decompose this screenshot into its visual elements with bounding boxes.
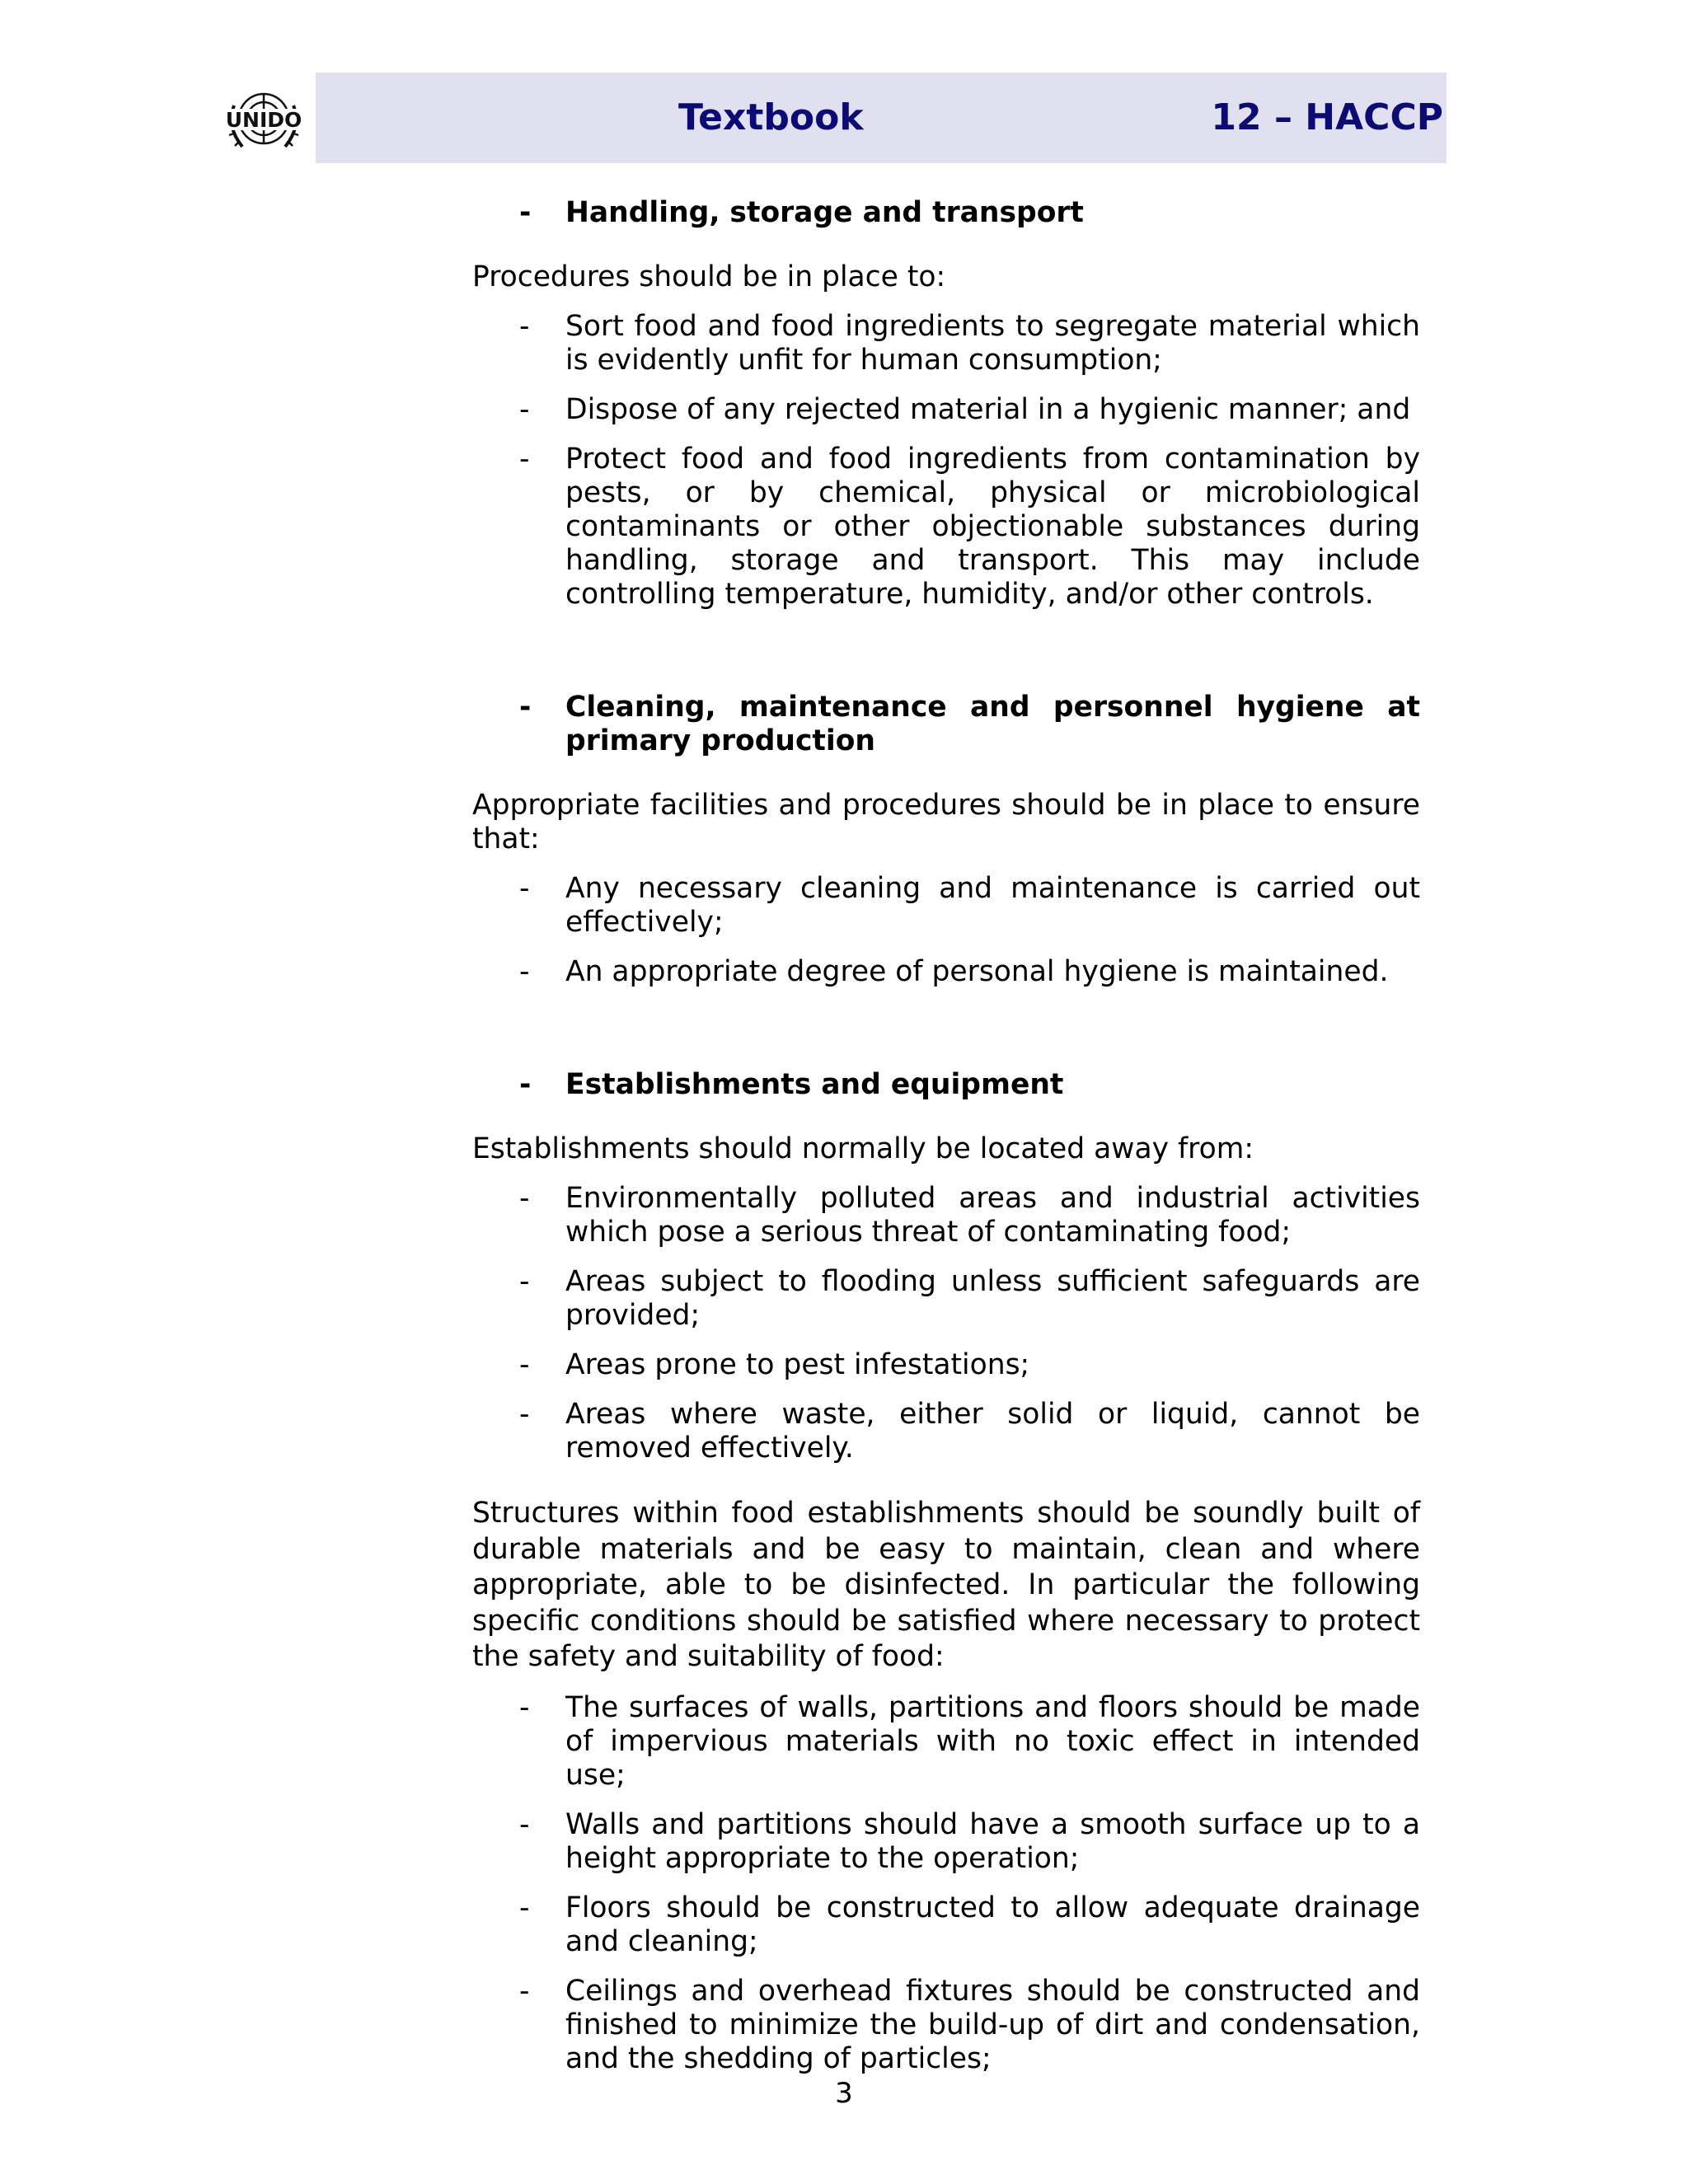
bullet-dash: -	[519, 955, 530, 988]
unido-logo	[221, 81, 307, 160]
section-intro: Appropriate facilities and procedures should be in place to ensure that:	[472, 789, 1420, 855]
bullet-dash: -	[519, 872, 530, 905]
list-item-text: Areas where waste, either solid or liquid, cannot be removed effectively.	[565, 1398, 1420, 1465]
list-item-text: Floors should be constructed to allow adequate drainage and cleaning;	[565, 1891, 1420, 1958]
list-item-text: An appropriate degree of personal hygiene is maintained.	[565, 955, 1389, 988]
list-item-text: Sort food and food ingredients to segregate material which is evidently unfit for human consumption;	[565, 310, 1420, 377]
list-item-text: Any necessary cleaning and maintenance is carried out effectively;	[565, 872, 1420, 939]
section-heading-text: Handling, storage and transport	[565, 196, 1084, 229]
bullet-dash: -	[519, 443, 530, 476]
section-heading-text: Establishments and equipment	[565, 1068, 1064, 1101]
list-item	[472, 1808, 1420, 1876]
list-item-text: Ceilings and overhead fixtures should be constructed and finished to minimize the build-up of dirt and condensation, and the shedding of particles;	[565, 1974, 1420, 2075]
section-heading	[472, 196, 1420, 230]
list-item-text: Dispose of any rejected material in a hygienic manner; and	[565, 393, 1411, 426]
bullet-dash: -	[519, 1974, 530, 2008]
bullet-dash: -	[519, 1891, 530, 1924]
list-item	[472, 1891, 1420, 1959]
header-band	[316, 73, 1447, 163]
bullet-dash: -	[519, 1348, 530, 1381]
list-item	[472, 310, 1420, 377]
logo-text: UNIDO	[225, 108, 302, 132]
list-item	[472, 1398, 1420, 1465]
list-item-text: Environmentally polluted areas and industrial activities which pose a serious threat of contaminating food;	[565, 1182, 1420, 1249]
bullet-dash: -	[519, 1690, 530, 1724]
list-item	[472, 955, 1420, 989]
bullet-dash: -	[519, 1265, 530, 1298]
bullet-dash: -	[519, 196, 532, 229]
document-title: Textbook	[678, 96, 864, 138]
list-item-text: The surfaces of walls, partitions and floors should be made of impervious materials with no toxic effect in intended use;	[565, 1690, 1420, 1792]
list-item	[472, 1975, 1420, 2076]
bullet-dash: -	[519, 1398, 530, 1431]
list-item	[472, 1265, 1420, 1333]
list-item	[472, 443, 1420, 612]
list-item-text: Walls and partitions should have a smooth surface up to a height appropriate to the operation;	[565, 1807, 1420, 1875]
bullet-dash: -	[519, 1068, 532, 1101]
bullet-dash: -	[519, 310, 530, 343]
list-item	[472, 872, 1420, 940]
bullet-dash: -	[519, 1807, 530, 1841]
list-item-text: Protect food and food ingredients from contamination by pests, or by chemical, physical or microbiological contaminants or other objectionable substances during handling, storage and transport. This may include controlling temperature, humidity, and/or other controls.	[565, 443, 1420, 611]
section-heading	[472, 691, 1420, 758]
list-item	[472, 1348, 1420, 1382]
bullet-dash: -	[519, 691, 532, 724]
list-item-text: Areas prone to pest infestations;	[565, 1348, 1030, 1381]
section-intro: Establishments should normally be located away from:	[472, 1132, 1254, 1165]
page-content	[472, 196, 1420, 2076]
bullet-dash: -	[519, 1182, 530, 1215]
list-item	[472, 393, 1420, 427]
page-number: 3	[835, 2077, 853, 2110]
list-item	[472, 1691, 1420, 1793]
section-label: 12 – HACCP	[1211, 96, 1443, 138]
body-paragraph: Structures within food establishments should be soundly built of durable materials and be easy to maintain, clean and where appropriate, able to be disinfected. In particular the following specific conditions should be satisfied where necessary to protect the safety and suitability of food:	[472, 1497, 1420, 1673]
list-item-text: Areas subject to flooding unless sufficient safeguards are provided;	[565, 1265, 1420, 1332]
section-heading-text: Cleaning, maintenance and personnel hygiene at primary production	[565, 691, 1420, 757]
bullet-dash: -	[519, 393, 530, 426]
section-intro: Procedures should be in place to:	[472, 260, 946, 293]
list-item	[472, 1182, 1420, 1249]
section-heading	[472, 1068, 1420, 1102]
